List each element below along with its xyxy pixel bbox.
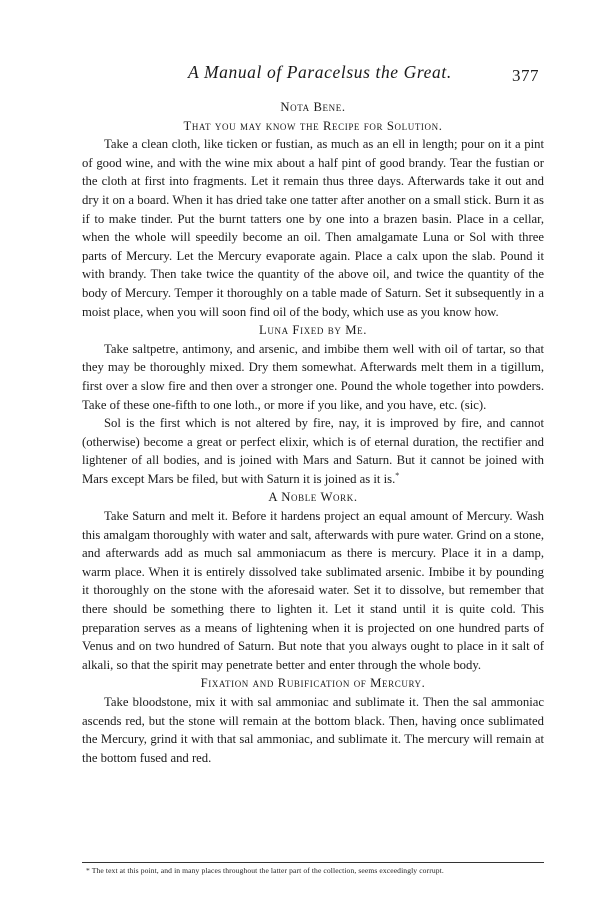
- paragraph-noble-work: Take Saturn and melt it. Before it hardens project an equal amount of Mercury. Wash this amalgam thoroughly with water and salt, afterwards with pure water. Grind on a stone, and afterwards add as much sal ammoniacum as there is mercury. Place it in a damp, warm place. When it is entirely dissolved take sublimated arsenic. Imbibe it by pounding it thoroughly on the stone with the aforesaid water. Set it to dissolve, but remember that there should be something there to lighten it. Let it stand until it is quite cold. This preparation serves as a means of lightening when it is projected on one hundred parts of Venus and on two hundred of Saturn. But note that you always ought to place in it salt of alkali, so that the spirit may penetrate better and enter through the whole body.: [82, 509, 544, 672]
- section-heading-fixation: Fixation and Rubification of Mercury.: [200, 676, 426, 691]
- footnote-rule: [82, 862, 544, 863]
- paragraph-fixation: Take bloodstone, mix it with sal ammoniac and sublimate it. Then the sal ammoniac ascends red, but the stone will remain at the bottom black. Then, having once sublimated the Mercury, grind it with that sal ammoniac, and sublimate it. The mercury will remain at the bottom fused and red.: [82, 695, 544, 765]
- section-heading-nota-bene: Nota Bene.: [280, 100, 346, 114]
- footnote: * The text at this point, and in many places throughout the latter part of the collection, seems exceedingly corrupt.: [86, 866, 444, 875]
- paragraph-recipe-solution: Take a clean cloth, like ticken or fustian, as much as an ell in length; pour on it a pint of good wine, and with the wine mix about a half pint of good brandy. Tear the fustian or the cloth at first into fragments. Let it remain thus three days. Afterwards take it out and dry it on a board. When it has dried take one tatter after another on a small stick. Burn it as if to make tinder. Put the burnt tatters one by one into a brazen basin. Place in a cellar, when the whole will speedily become an oil. Then amalgamate Luna or Sol with three parts of Mercury. Let the Mercury evaporate again. Place a calx upon the slab. Pound it with brandy. Then take twice the quantity of the above oil, and twice the quantity of the body of Mercury. Temper it thoroughly on a table made of Saturn. Set it subsequently in a moist place, when you will soon find oil of the body, which use as you know how.: [82, 137, 544, 319]
- running-head: [0, 62, 591, 88]
- section-heading-noble-work: A Noble Work.: [268, 490, 358, 505]
- running-title: A Manual of Paracelsus the Great.: [188, 62, 452, 82]
- footnote-marker: *: [395, 470, 400, 480]
- page-body: [82, 98, 544, 767]
- page-number: 377: [512, 66, 539, 85]
- paragraph-luna-fixed: Take saltpetre, antimony, and arsenic, and imbibe them well with oil of tartar, so that they may be thoroughly mixed. Dry them somewhat. Afterwards melt them in a tigillum, first over a slow fire and then over a stronger one. Pound the whole together into powders. Take of these one-fifth to one loth., or more if you like, and you have, etc. (sic).: [82, 341, 544, 412]
- paragraph-sol-text: Sol is the first which is not altered by fire, nay, it is improved by fire, and cannot (otherwise) become a great or perfect elixir, which is of eternal duration, the rectifier and lightener of all bodies, and is joined with Mars and Saturn. But it cannot be joined with Mars except Mars be filed, but with Saturn it is joined as it is.: [82, 416, 544, 486]
- section-heading-luna-fixed: Luna Fixed by Me.: [259, 323, 367, 338]
- paragraph-sol: [82, 414, 544, 488]
- section-subheading-recipe: That you may know the Recipe for Solution.: [183, 118, 443, 133]
